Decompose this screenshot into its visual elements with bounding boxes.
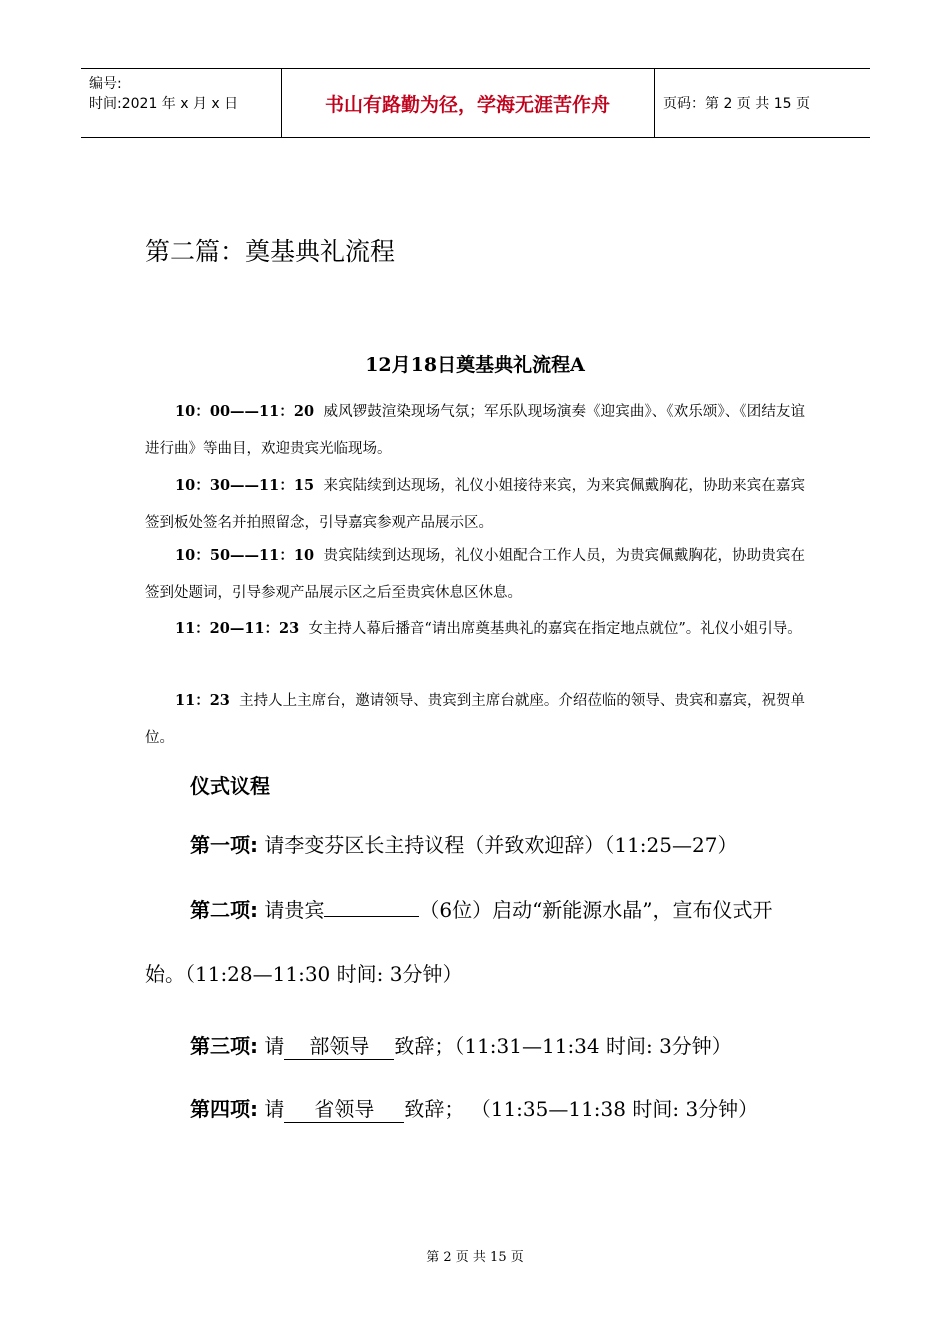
header-divider: [654, 69, 655, 137]
agenda-text: 致辞； （11:35—11:38 时间: 3分钟）: [404, 1097, 759, 1121]
schedule-time: 11：20—11：23: [175, 620, 300, 637]
agenda-text: （6位）启动“新能源水晶”，宣布仪式开始。（11:28—11:30 时间: 3分钟）: [145, 898, 773, 986]
ceremony-title: 仪式议程: [190, 774, 270, 798]
agenda-item: [145, 1014, 805, 1078]
agenda-item: [145, 813, 805, 877]
schedule-item: [145, 537, 805, 612]
header-motto: 书山有路勤为径，学海无涯苦作舟: [324, 93, 610, 116]
agenda-text: 致辞；（11:31—11:34 时间: 3分钟）: [394, 1034, 732, 1058]
agenda-label: 第三项:: [190, 1034, 258, 1058]
schedule-time: 11：23: [175, 692, 230, 709]
part-title: 第二篇：奠基典礼流程: [145, 237, 396, 266]
schedule-text: 贵宾陆续到达现场，礼仪小姐配合工作人员，为贵宾佩戴胸花，协助贵宾在签到处题词，引导参观产品展示区之后至贵宾休息区休息。: [145, 548, 805, 601]
schedule-item: [145, 682, 805, 757]
agenda-label: 第四项:: [190, 1097, 258, 1121]
schedule-time: 10：00——11：20: [175, 403, 315, 420]
agenda-text: 请: [264, 1097, 285, 1121]
schedule-item: [145, 467, 805, 542]
blank-line: [324, 916, 419, 917]
schedule-item: [145, 610, 805, 648]
number-label: 编号:: [89, 76, 122, 92]
time-label: 时间:2021 年 x 月 x 日: [89, 96, 239, 112]
header-meta: [81, 69, 281, 137]
schedule-time: 10：30——11：15: [175, 477, 315, 494]
blank-line: 部领导: [284, 1033, 394, 1060]
schedule-item: [145, 393, 805, 468]
page-footer: 第 2 页 共 15 页: [426, 1250, 524, 1265]
agenda-label: 第二项:: [190, 898, 258, 922]
header-table: [81, 68, 870, 138]
agenda-item: [145, 878, 805, 1006]
schedule-text: 威风锣鼓渲染现场气氛；军乐队现场演奏《迎宾曲》、《欢乐颂》、《团结友谊进行曲》等曲目，欢迎贵宾光临现场。: [145, 404, 806, 457]
header-page-info: 页码：第 2 页 共 15 页: [663, 96, 810, 112]
blank-line: 省领导: [284, 1096, 404, 1123]
agenda-text: 请贵宾: [264, 898, 325, 922]
schedule-time: 10：50——11：10: [175, 547, 315, 564]
agenda-text: 请: [264, 1034, 285, 1058]
agenda-item: [145, 1077, 805, 1141]
schedule-text: 来宾陆续到达现场，礼仪小姐接待来宾，为来宾佩戴胸花，协助来宾在嘉宾签到板处签名并拍照留念，引导嘉宾参观产品展示区。: [145, 478, 805, 531]
schedule-text: 主持人上主席台，邀请领导、贵宾到主席台就座。介绍莅临的领导、贵宾和嘉宾，祝贺单位。: [145, 693, 806, 746]
agenda-text: 请李变芬区长主持议程（并致欢迎辞）（11:25—27）: [264, 833, 738, 857]
schedule-text: 女主持人幕后播音“请出席奠基典礼的嘉宾在指定地点就位”。礼仪小姐引导。: [308, 621, 802, 637]
doc-title: 12月18日奠基典礼流程A: [365, 354, 585, 376]
agenda-label: 第一项:: [190, 833, 258, 857]
